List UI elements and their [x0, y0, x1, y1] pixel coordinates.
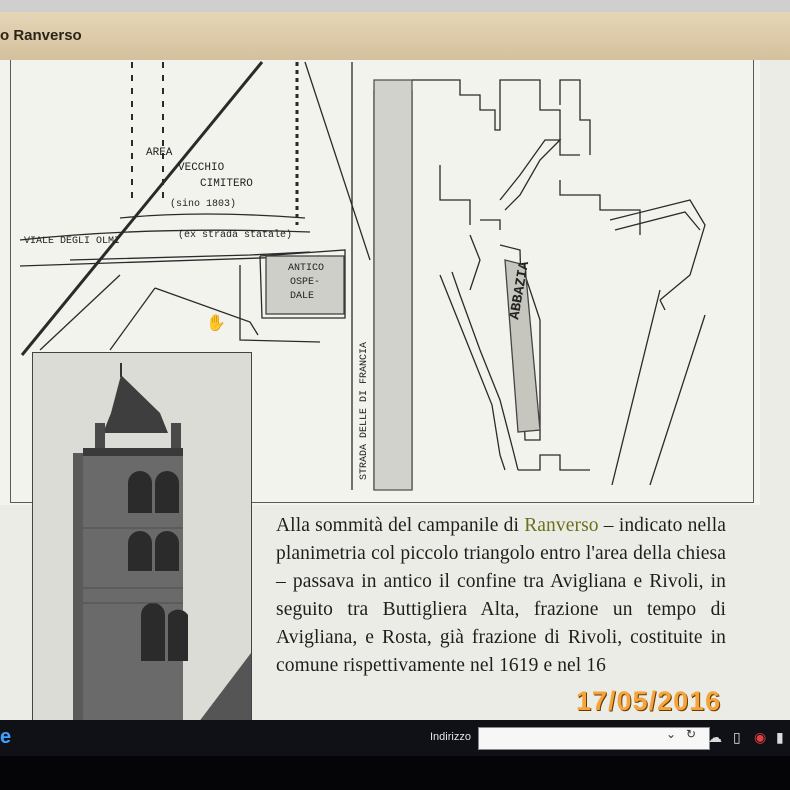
caption-text [276, 512, 726, 680]
document-page [0, 60, 790, 720]
label-abbazia: ABBAZIA [507, 260, 534, 321]
label-viale: VIALE DEGLI OLMI [24, 236, 121, 247]
label-area: AREA [146, 147, 173, 159]
hand-cursor-icon: ✋ [206, 315, 226, 332]
label-cimitero: CIMITERO [200, 178, 253, 190]
chevron-down-icon[interactable]: ⌄ [666, 727, 677, 741]
caption-keyword: Ranverso [524, 515, 599, 536]
label-strada-francia: STRADA DELLE DI FRANCIA [359, 341, 370, 480]
refresh-icon[interactable]: ↻ [686, 727, 697, 741]
caption-before: Alla sommità del campanile di [276, 515, 525, 536]
screen-bezel [0, 756, 790, 790]
network-icon[interactable]: ▮ [776, 729, 784, 745]
battery-icon[interactable]: ▯ [733, 729, 741, 745]
bell-tower-drawing [33, 353, 251, 720]
date-stamp: 17/05/2016 [576, 686, 722, 716]
ie-icon[interactable]: e [0, 726, 12, 748]
title-bar [0, 12, 790, 61]
label-dale: DALE [290, 291, 315, 302]
label-sino: (sino 1803) [170, 199, 237, 210]
label-vecchio: VECCHIO [178, 162, 225, 174]
caption-after: – indicato nella planimetria col piccolo triangolo entro l'area della chiesa – passava in antico il confine tra Avigliana e Rivoli, in seguito tra Buttigliera Alta, frazione un tempo di Avigliana, e Rosta, già frazione di Rivoli, costituite in comune rispettivamente nel 1619 e nel 16 [276, 515, 726, 676]
window-title: o Ranverso [0, 27, 82, 44]
bell-tower-photo [32, 352, 252, 720]
label-antico: ANTICO [288, 263, 325, 274]
antivirus-icon[interactable]: ◉ [754, 729, 767, 745]
browser-top-strip [0, 0, 790, 12]
cloud-icon[interactable]: ☁ [708, 729, 722, 745]
address-label: Indirizzo [430, 731, 471, 743]
label-ospe: OSPE- [290, 277, 321, 288]
label-statale: (ex strada statale) [178, 230, 293, 241]
